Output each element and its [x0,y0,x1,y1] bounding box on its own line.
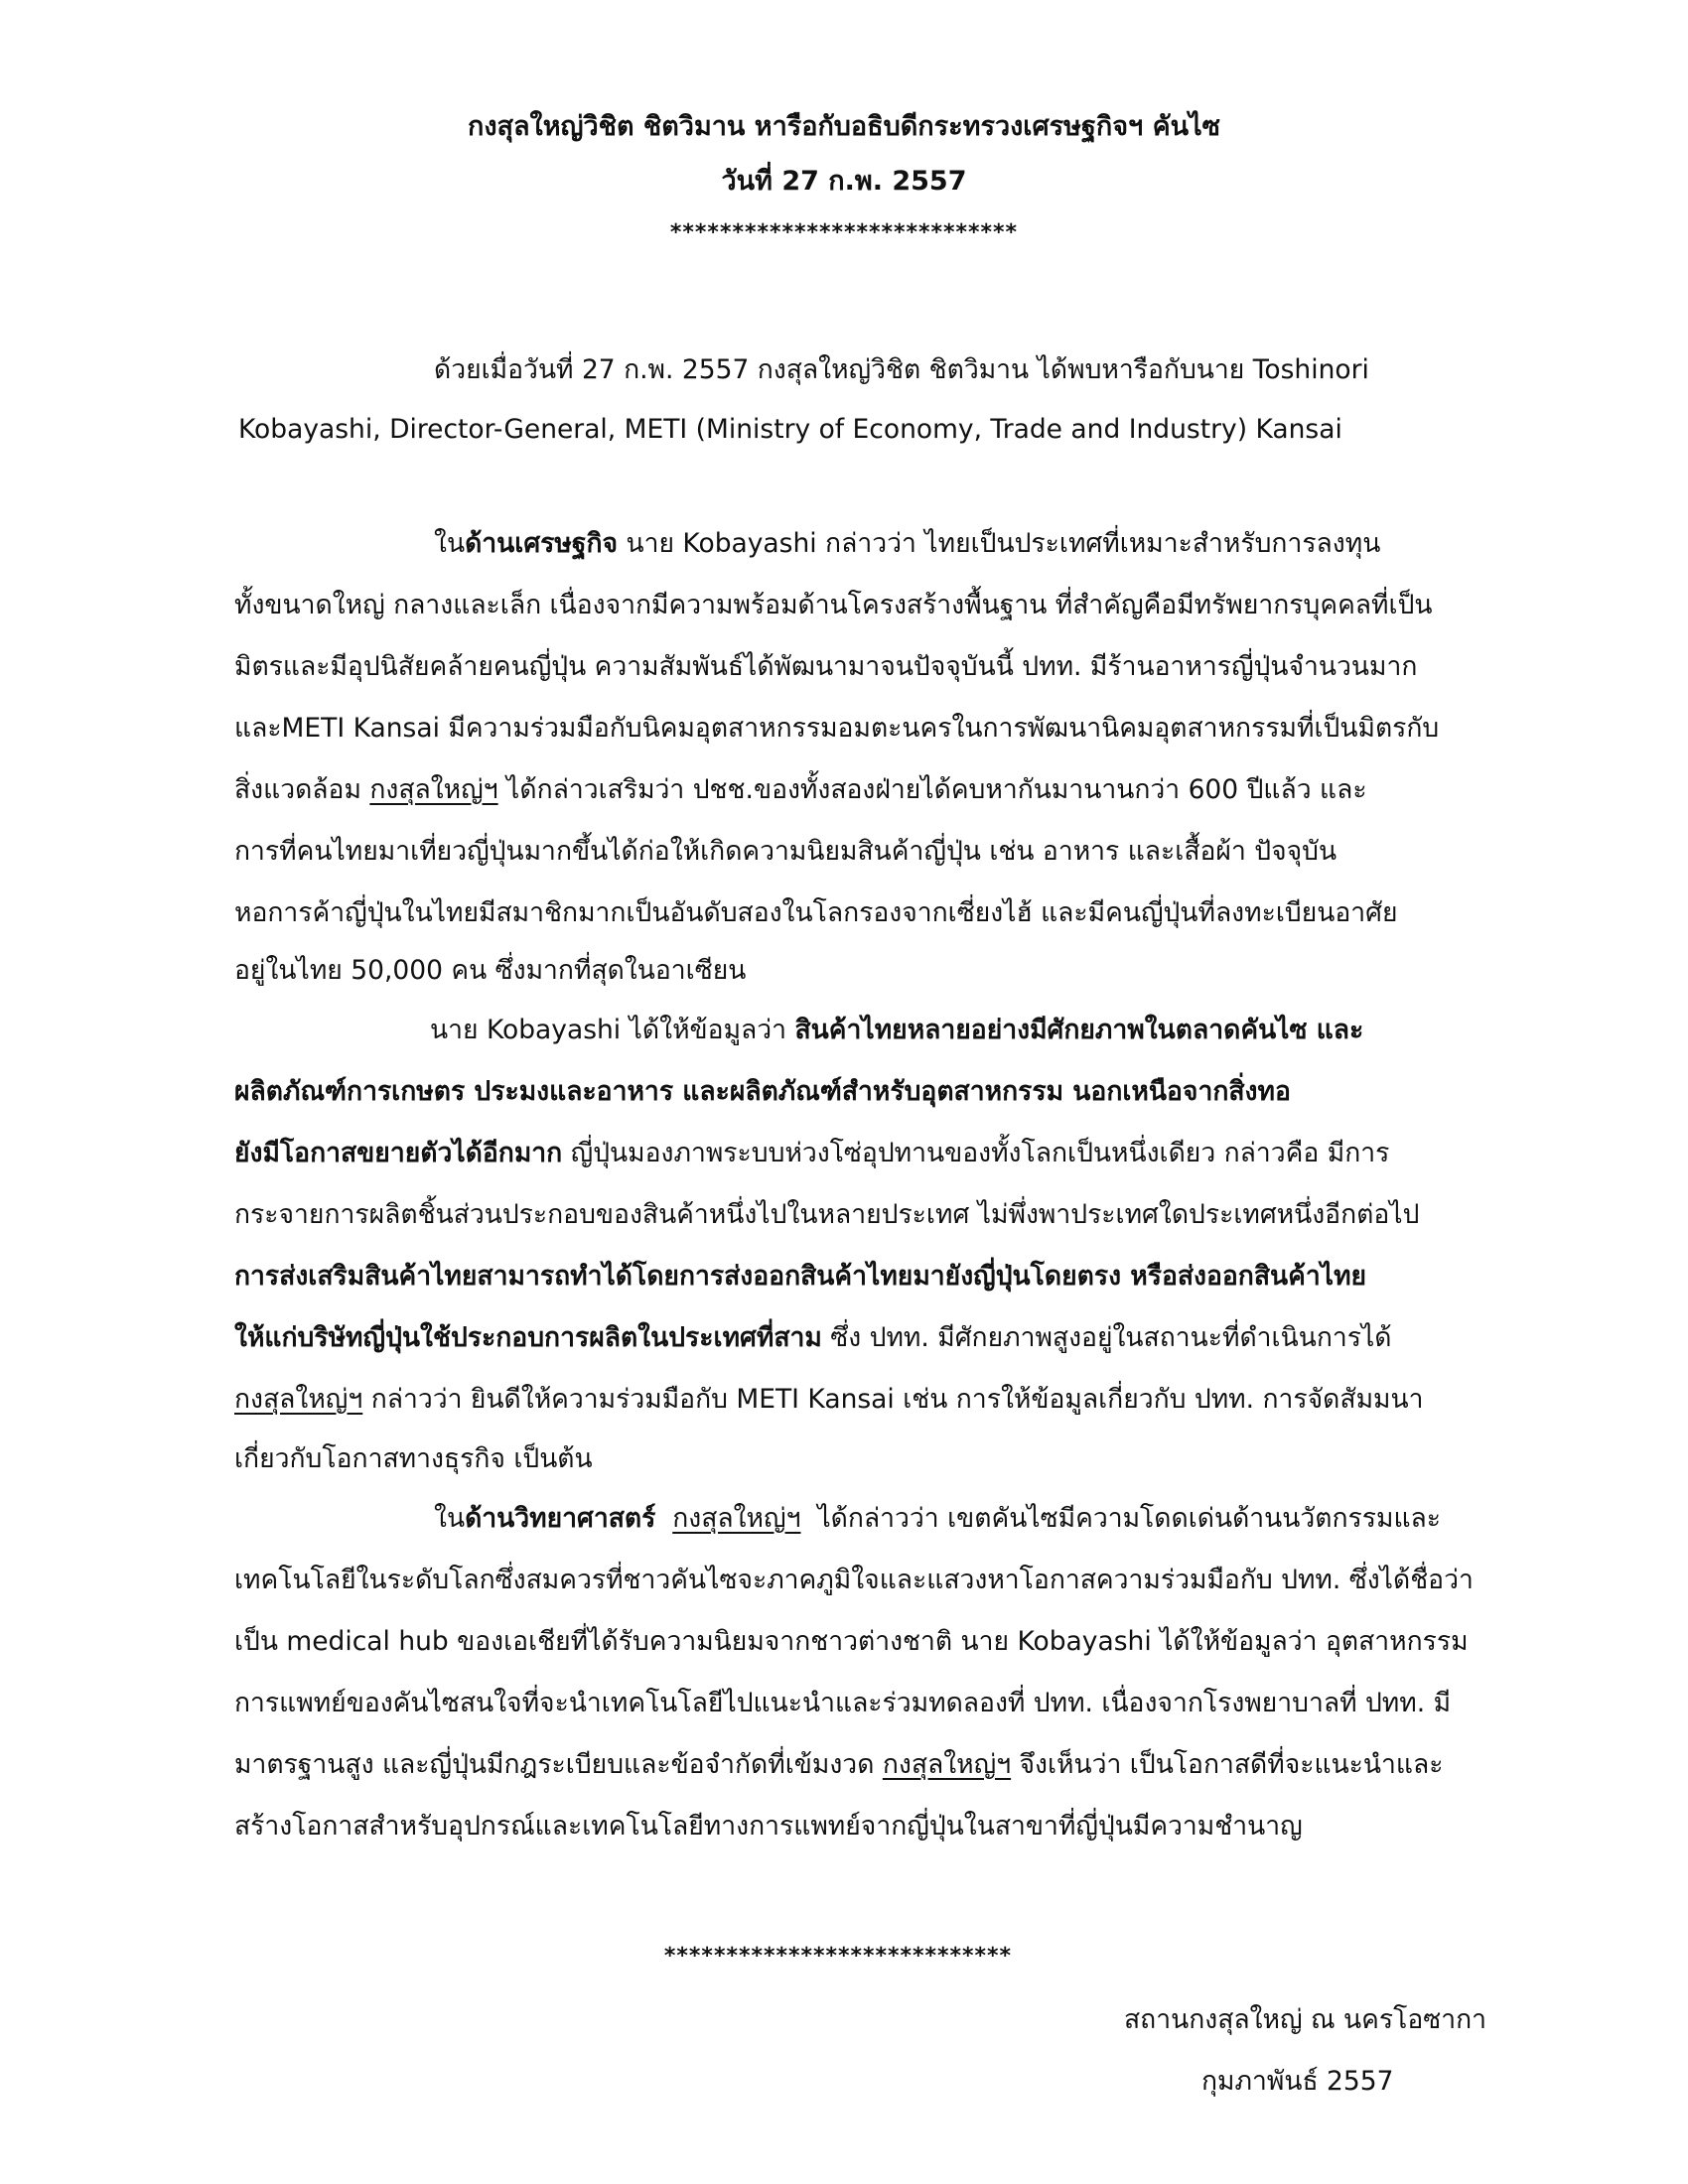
trade-line-3: ยังมีโอกาสขยายตัวได้อีกมาก ญี่ปุ่นมองภาพระบบห่วงโซ่อุปทานของทั้งโลกเป็นหนึ่งเดียว กล่าวคือ มีการ [234,1138,1390,1168]
consul-general-ref: กงสุลใหญ่ฯ [369,774,498,805]
trade-line-7: กงสุลใหญ่ฯ กล่าวว่า ยินดีให้ความร่วมมือกับ METI Kansai เช่น การให้ข้อมูลเกี่ยวกับ ปทท. การจัดสัมมนา [234,1384,1424,1415]
science-line-3: เป็น medical hub ของเอเชียที่ได้รับความนิยมจากชาวต่างชาติ นาย Kobayashi ได้ให้ข้อมูลว่า อุตสาหกรรม [234,1626,1469,1657]
economy-line-5: สิ่งแวดล้อม กงสุลใหญ่ฯ ได้กล่าวเสริมว่า ปชช.ของทั้งสองฝ่ายได้คบหากันมานานกว่า 600 ปีแล้ว และ [234,774,1367,805]
footer-separator: **************************** [663,1944,1013,1969]
header-separator: **************************** [669,220,1019,245]
trade-line-8: เกี่ยวกับโอกาสทางธุรกิจ เป็นต้น [234,1443,593,1474]
trade-line-5: การส่งเสริมสินค้าไทยสามารถทำได้โดยการส่งออกสินค้าไทยมายังญี่ปุ่นโดยตรง หรือส่งออกสินค้าไทย [234,1261,1367,1292]
intro-line-2: Kobayashi, Director-General, METI (Ministry of Economy, Trade and Industry) Kansai [238,414,1342,445]
trade-line-1: นาย Kobayashi ได้ให้ข้อมูลว่า สินค้าไทยหลายอย่างมีศักยภาพในตลาดคันไซ และ [430,1015,1364,1045]
intro-line-1: ด้วยเมื่อวันที่ 27 ก.พ. 2557 กงสุลใหญ่วิชิต ชิตวิมาน ได้พบหารือกับนาย Toshinori [434,354,1369,385]
consul-general-ref: กงสุลใหญ่ฯ [672,1503,801,1534]
economy-line-3: มิตรและมีอุปนิสัยคล้ายคนญี่ปุ่น ความสัมพันธ์ได้พัฒนามาจนปัจจุบันนี้ ปทท. มีร้านอาหารญี่ปุ่นจำนวนมาก [234,651,1418,682]
economy-line-2: ทั้งขนาดใหญ่ กลางและเล็ก เนื่องจากมีความพร้อมด้านโครงสร้างพื้นฐาน ที่สำคัญคือมีทรัพยากรบุคคลที่เป็น [234,590,1433,620]
header-date: วันที่ 27 ก.พ. 2557 [721,166,967,197]
page-title: กงสุลใหญ่วิชิต ชิตวิมาน หารือกับอธิบดีกระทรวงเศรษฐกิจฯ คันไซ [467,111,1221,142]
science-line-4: การแพทย์ของคันไซสนใจที่จะนำเทคโนโลยีไปแนะนำและร่วมทดลองที่ ปทท. เนื่องจากโรงพยาบาลที่ ปทท. มี [234,1688,1452,1718]
economy-line-6: การที่คนไทยมาเที่ยวญี่ปุ่นมากขึ้นได้ก่อให้เกิดความนิยมสินค้าญี่ปุ่น เช่น อาหาร และเสื้อผ้า ปัจจุบัน [234,836,1337,867]
trade-line-2: ผลิตภัณฑ์การเกษตร ประมงและอาหาร และผลิตภัณฑ์สำหรับอุตสาหกรรม นอกเหนือจากสิ่งทอ [234,1076,1291,1107]
science-heading: ด้านวิทยาศาสตร์ [465,1503,656,1534]
science-line-1: ในด้านวิทยาศาสตร์ กงสุลใหญ่ฯ ได้กล่าวว่า เขตคันไซมีความโดดเด่นด้านนวัตกรรมและ [434,1503,1442,1534]
economy-line-7: หอการค้าญี่ปุ่นในไทยมีสมาชิกมากเป็นอันดับสองในโลกรองจากเซี่ยงไฮ้ และมีคนญี่ปุ่นที่ลงทะเบียนอาศัย [234,897,1398,928]
science-line-2: เทคโนโลยีในระดับโลกซึ่งสมควรที่ชาวคันไซจะภาคภูมิใจและแสวงหาโอกาสความร่วมมือกับ ปทท. ซึ่งได้ชื่อว่า [234,1565,1474,1595]
trade-line-4: กระจายการผลิตชิ้นส่วนประกอบของสินค้าหนึ่งไปในหลายประเทศ ไม่พึ่งพาประเทศใดประเทศหนึ่งอีกต่อไป [234,1199,1420,1230]
economy-line-4: และMETI Kansai มีความร่วมมือกับนิคมอุตสาหกรรมอมตะนครในการพัฒนานิคมอุตสาหกรรมที่เป็นมิตรกับ [234,713,1440,744]
economy-line-8: อยู่ในไทย 50,000 คน ซึ่งมากที่สุดในอาเซียน [234,955,747,986]
science-line-6: สร้างโอกาสสำหรับอุปกรณ์และเทคโนโลยีทางการแพทย์จากญี่ปุ่นในสาขาที่ญี่ปุ่นมีความชำนาญ [234,1811,1303,1842]
consul-general-ref: กงสุลใหญ่ฯ [234,1384,363,1415]
science-line-5: มาตรฐานสูง และญี่ปุ่นมีกฎระเบียบและข้อจำกัดที่เข้มงวด กงสุลใหญ่ฯ จึงเห็นว่า เป็นโอกาสดีที่จะแนะนำและ [234,1749,1444,1780]
signature-organization: สถานกงสุลใหญ่ ณ นครโอซากา [1124,2004,1487,2035]
economy-heading: ด้านเศรษฐกิจ [465,528,619,559]
economy-line-1: ในด้านเศรษฐกิจ นาย Kobayashi กล่าวว่า ไทยเป็นประเทศที่เหมาะสำหรับการลงทุน [434,528,1381,559]
signature-date: กุมภาพันธ์ 2557 [1201,2066,1394,2097]
consul-general-ref: กงสุลใหญ่ฯ [882,1749,1012,1780]
trade-line-6: ให้แก่บริษัทญี่ปุ่นใช้ประกอบการผลิตในประเทศที่สาม ซึ่ง ปทท. มีศักยภาพสูงอยู่ในสถานะที่ดำเนินการได้ [234,1322,1392,1353]
